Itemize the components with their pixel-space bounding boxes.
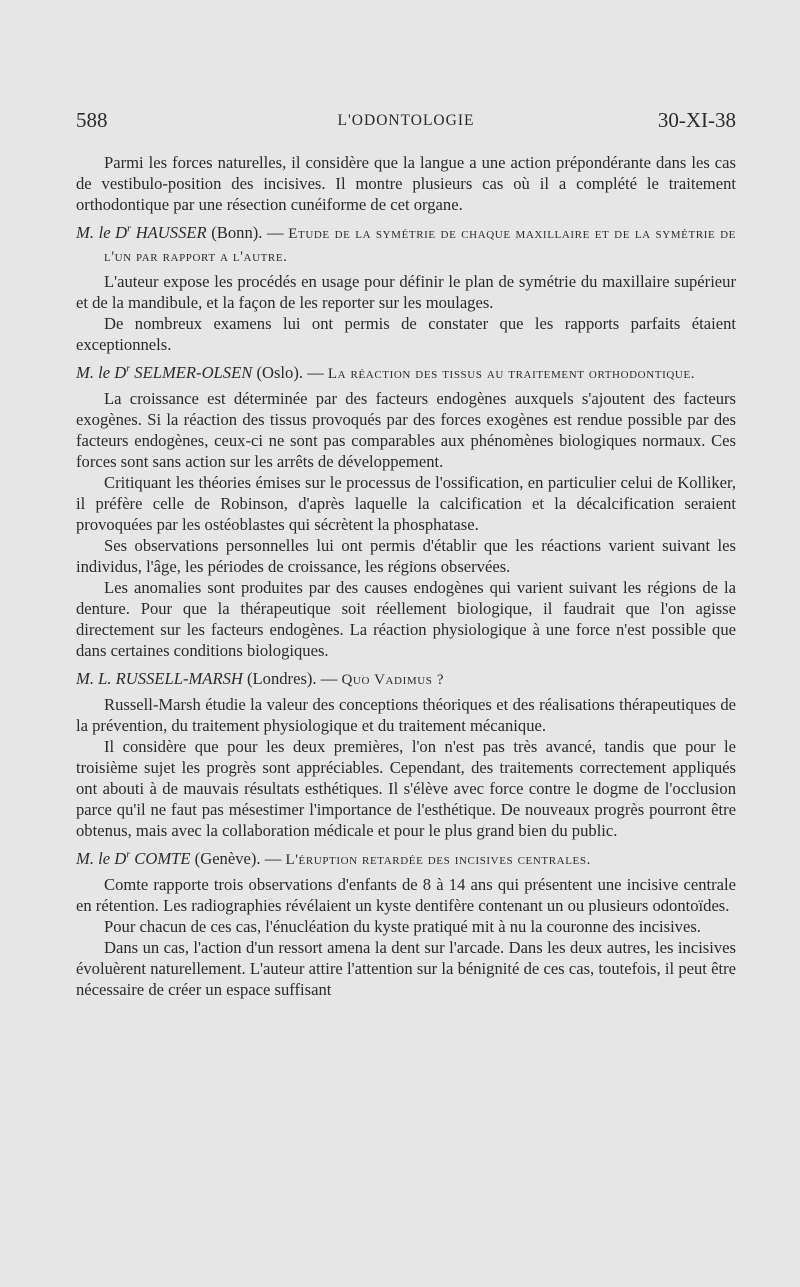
page-header [76, 108, 736, 140]
paragraph: Russell-Marsh étudie la valeur des conceptions théoriques et des réalisations thérapeutiques de la prévention, du traitement physiologique et du traitement mécanique. [76, 695, 736, 735]
title-superscript: r [126, 363, 131, 375]
author-prefix: M. le D [76, 849, 127, 868]
paragraph: La croissance est déterminée par des facteurs endogènes auxquels s'ajoutent des facteurs exogènes. Si la réaction des tissus provoqués par des forces exogènes est rendue possible par des facteurs endogènes, ceux-ci ne sont pas comparables aux phénomènes biologiques normaux. Ces forces sont sans action sur les arrêts de développement. [76, 389, 736, 471]
running-title: L'ODONTOLOGIE [337, 112, 475, 129]
author-name: RUSSELL-MARSH [111, 669, 243, 688]
paragraph: Critiquant les théories émises sur le processus de l'ossification, en particulier celui de Kolliker, il préfère celle de Robinson, d'après laquelle la calcification et la décalcification seraient provoquées par les ostéoblastes qui sécrètent la phosphatase. [76, 473, 736, 534]
paragraph: Parmi les forces naturelles, il considère que la langue a une action prépondérante dans les cas de vestibulo-position des incisives. Il montre plusieurs cas où il a complété le traitement orthodontique par une résection cunéiforme de cet organe. [76, 153, 736, 214]
page-number: 588 [76, 108, 108, 132]
author-prefix: M. L. [76, 669, 112, 688]
paragraph: L'auteur expose les procédés en usage pour définir le plan de symétrie du maxillaire supérieur et de la mandibule, et la façon de les reporter sur les moulages. [76, 272, 736, 312]
paragraph: Il considère que pour les deux premières, l'on n'est pas très avancé, tandis que pour le troisième sujet les progrès sont appréciables. Cependant, des traitements correctement appliqués ont abouti à de mauvais résultats esthétiques. Il s'élève avec force contre le dogme de l'occlusion parce qu'il ne faut pas mésestimer l'importance de l'esthétique. De nouveaux progrès pourront être obtenus, mais avec la collaboration médicale et pour le plus grand bien du public. [76, 737, 736, 840]
author-place: (Oslo). — [252, 363, 328, 382]
communication-title: La réaction des tissus au traitement orthodontique. [327, 366, 696, 382]
paragraph: Ses observations personnelles lui ont permis d'établir que les réactions varient suivant les individus, l'âge, les périodes de croissance, les régions observées. [76, 536, 736, 576]
author-prefix: M. le D [76, 223, 128, 242]
title-superscript: r [127, 223, 132, 235]
body-text [76, 152, 736, 1000]
issue-date: 30-XI-38 [657, 108, 736, 132]
paragraph: Les anomalies sont produites par des causes endogènes qui varient suivant les régions de la denture. Pour que la thérapeutique soit réellement biologique, il faudrait que l'on agisse directement sur les facteurs endogènes. La réaction physiologique à une force n'est possible que dans certaines conditions biologiques. [76, 578, 736, 660]
section-entry-heading [76, 668, 736, 691]
communication-title: Etude de la symétrie de chaque maxillaire et de la symétrie de l'un par rapport a l'autre. [104, 226, 737, 265]
author-name: SELMER-OLSEN [130, 363, 253, 382]
section-entry-heading [76, 222, 736, 268]
author-prefix: M. le D [76, 363, 127, 382]
author-name: HAUSSER [131, 223, 207, 242]
communication-title: Quo Vadimus ? [341, 672, 445, 688]
title-superscript: r [126, 849, 131, 861]
author-place: (Genève). — [190, 849, 286, 868]
author-place: (Bonn). — [206, 223, 289, 242]
communication-title: L'éruption retardée des incisives centrales. [285, 852, 591, 868]
paragraph: Dans un cas, l'action d'un ressort amena la dent sur l'arcade. Dans les deux autres, les incisives évoluèrent naturellement. L'auteur attire l'attention sur la bénignité de ces cas, toutefois, il peut être nécessaire de créer un espace suffisant [76, 938, 736, 999]
paragraph: Pour chacun de ces cas, l'énucléation du kyste pratiqué mit à nu la couronne des incisives. [104, 917, 701, 936]
section-entry-heading [76, 362, 736, 385]
paragraph: De nombreux examens lui ont permis de constater que les rapports parfaits étaient exceptionnels. [76, 314, 736, 354]
paragraph: Comte rapporte trois observations d'enfants de 8 à 14 ans qui présentent une incisive centrale en rétention. Les radiographies révélaient un kyste dentifère contenant un ou plusieurs odontoïdes. [76, 875, 736, 915]
author-place: (Londres). — [242, 669, 342, 688]
section-entry-heading [76, 848, 736, 871]
author-name: COMTE [130, 849, 191, 868]
